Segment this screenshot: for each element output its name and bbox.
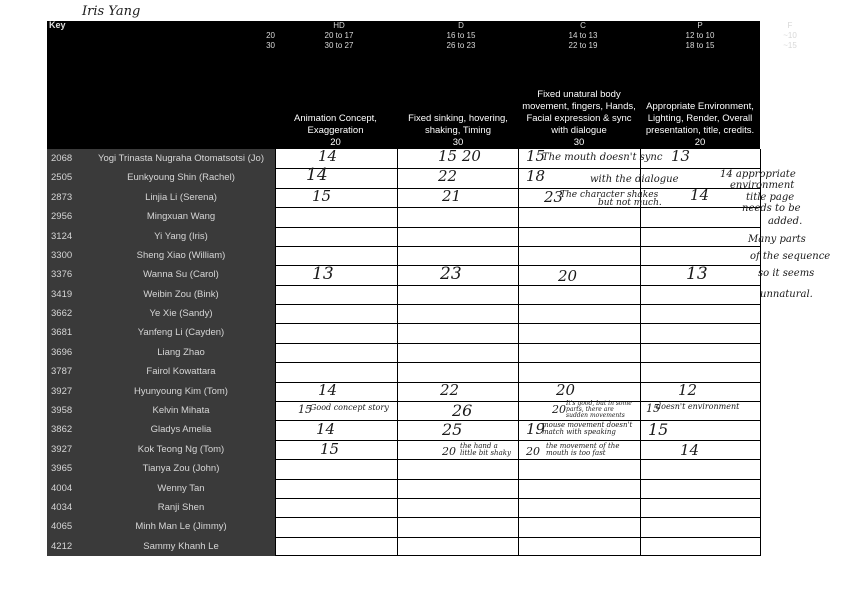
student-name: Yogi Trinasta Nugraha Otomatsotsi (Jo) (98, 153, 264, 164)
score-cell: 26 (452, 401, 473, 420)
criterion-1-label: Animation Concept, Exaggeration (294, 113, 377, 136)
table-row (47, 188, 275, 207)
student-name: Ye Xie (Sandy) (149, 308, 213, 319)
student-id: 4034 (51, 501, 73, 513)
grade-code-d: D (458, 21, 464, 30)
score-cell: 12 (678, 381, 698, 399)
student-id: 2068 (51, 153, 73, 164)
weight-30: 30 (266, 41, 275, 50)
table-row (47, 168, 275, 187)
row-divider (276, 537, 761, 538)
score-cell: 22 (440, 381, 460, 399)
table-row (47, 304, 275, 323)
margin-note: environment (730, 180, 795, 191)
student-name: Yanfeng Li (Cayden) (137, 327, 225, 339)
student-id: 3862 (51, 424, 73, 436)
score-cell: 23 (544, 188, 564, 206)
range-d-30: 26 to 23 (446, 41, 476, 50)
student-name: Linjia Li (Serena) (145, 191, 217, 203)
score-cell: 15 (298, 403, 312, 416)
table-row (47, 498, 275, 517)
student-name: Ranji Shen (157, 501, 205, 513)
criterion-4-label: Appropriate Environment, Lighting, Render, Overall presentation, title, credits. (645, 101, 755, 136)
table-row (47, 207, 275, 226)
student-name: Tianya Zou (John) (142, 463, 220, 475)
column-divider (397, 149, 398, 556)
row-divider (276, 304, 761, 305)
student-id: 2956 (51, 211, 73, 223)
score-cell: 18 (526, 167, 546, 185)
score-cell: 13 (671, 147, 691, 165)
range-f-30: ~15 (783, 41, 797, 50)
student-name: Kelvin Mihata (152, 404, 210, 416)
row-divider (276, 227, 761, 228)
student-id: 3662 (51, 308, 73, 319)
score-cell: 20 (526, 445, 540, 458)
scale-row-30 (47, 41, 797, 50)
student-id: 3681 (51, 327, 73, 339)
handwritten-note: It's good, but in some parts, there are sudden movements (566, 400, 632, 419)
score-grid (275, 149, 761, 556)
table-row (47, 285, 275, 304)
student-name: Wenny Tan (157, 482, 205, 494)
range-hd-20: 20 to 17 (324, 31, 354, 40)
table-row (47, 323, 275, 342)
table-row (47, 227, 275, 246)
key-label: Key (49, 20, 66, 30)
student-name: Fairol Kowattara (146, 366, 216, 378)
margin-note: 14 appropriate (720, 169, 796, 180)
row-divider (276, 246, 761, 247)
row-divider (276, 323, 761, 324)
score-cell: 14 (318, 381, 338, 399)
table-row (47, 382, 275, 401)
student-column (47, 149, 275, 556)
table-row (47, 149, 275, 168)
score-cell: 13 (312, 264, 334, 284)
score-cell: 22 (438, 167, 458, 185)
row-divider (276, 188, 761, 189)
criterion-3-label: Fixed unatural body movement, fingers, Hands, Facial expression & sync with dialogue (522, 89, 636, 136)
header-band (47, 20, 797, 149)
score-cell: 14 (680, 441, 700, 459)
handwritten-note: The mouth doesn't sync (542, 152, 663, 163)
range-d-20: 16 to 15 (446, 31, 476, 40)
score-cell: 21 (442, 187, 462, 205)
score-cell: 20 (556, 381, 576, 399)
student-name: Yi Yang (Iris) (154, 230, 208, 242)
score-cell: 20 (442, 445, 456, 458)
student-id: 2505 (51, 172, 73, 184)
student-id: 2873 (51, 191, 73, 203)
margin-note: unnatural. (760, 289, 813, 300)
student-id: 3376 (51, 269, 73, 281)
grade-code-p: P (697, 21, 703, 30)
score-cell: 15 (320, 440, 340, 458)
criterion-2-max: 30 (452, 137, 464, 148)
student-name: Liang Zhao (157, 346, 205, 358)
row-divider (276, 168, 761, 169)
range-p-20: 12 to 10 (685, 31, 715, 40)
row-divider (276, 498, 761, 499)
handwritten-note: the hand a little bit shaky (460, 442, 511, 457)
handwritten-note: with the dialogue (590, 174, 679, 185)
table-row (47, 362, 275, 381)
criterion-3-header (518, 89, 640, 149)
column-divider (518, 149, 519, 556)
table-row (47, 246, 275, 265)
score-cell: 13 (686, 264, 708, 284)
criterion-4-max: 20 (694, 137, 706, 148)
score-cell: 20 (552, 403, 566, 416)
margin-note: so it seems (758, 268, 815, 279)
criterion-1-max: 20 (330, 137, 341, 148)
handwritten-note: doesn't environment (656, 402, 740, 411)
scale-row-20 (47, 31, 797, 40)
row-divider (276, 207, 761, 208)
student-id: 3300 (51, 249, 73, 261)
score-cell: 15 (646, 402, 660, 415)
grade-code-row (47, 21, 793, 30)
table-row (47, 343, 275, 362)
criterion-3-max: 30 (573, 137, 585, 148)
column-divider (640, 149, 641, 556)
student-name: Mingxuan Wang (146, 211, 216, 223)
student-id: 4212 (51, 540, 73, 552)
student-name: Hyunyoung Kim (Tom) (134, 385, 228, 397)
student-id: 3965 (51, 463, 73, 475)
table-row (47, 479, 275, 498)
table-row (47, 459, 275, 478)
grade-code-hd: HD (333, 21, 345, 30)
table-row (47, 517, 275, 536)
row-divider (276, 517, 761, 518)
range-c-30: 22 to 19 (568, 41, 598, 50)
grade-code-f: F (787, 21, 793, 30)
table-row (47, 401, 275, 420)
student-name: Kok Teong Ng (Tom) (137, 443, 225, 455)
table-row (47, 440, 275, 459)
row-divider (276, 555, 761, 556)
handwritten-note: but not much. (598, 198, 662, 208)
score-cell: 14 (306, 165, 328, 185)
margin-note: of the sequence (750, 251, 831, 262)
margin-note: Many parts (748, 234, 806, 245)
student-name: Eunkyoung Shin (Rachel) (127, 172, 235, 184)
score-cell: 15 20 (438, 147, 481, 165)
score-cell: 20 (558, 267, 578, 285)
student-id: 3124 (51, 230, 73, 242)
student-name: Wanna Su (Carol) (143, 269, 219, 281)
criterion-4-header (640, 101, 760, 149)
row-divider (276, 362, 761, 363)
row-divider (276, 420, 761, 421)
handwritten-note: mouse movement doesn't match with speaking (542, 421, 633, 436)
score-cell: 15 (312, 187, 332, 205)
handwritten-title: Iris Yang (82, 4, 141, 19)
score-cell: 19 (526, 420, 546, 438)
student-name: Minh Man Le (Jimmy) (135, 521, 227, 533)
table-row (47, 537, 275, 556)
student-id: 3419 (51, 288, 73, 300)
row-divider (276, 479, 761, 480)
range-p-30: 18 to 15 (685, 41, 715, 50)
student-name: Sammy Khanh Le (143, 540, 219, 552)
handwritten-note: the movement of the mouth is too fast (546, 442, 620, 457)
student-id: 3696 (51, 346, 73, 358)
student-id: 3787 (51, 366, 73, 378)
handwritten-note: The character shakes (560, 190, 659, 200)
student-id: 3927 (51, 385, 73, 397)
table-row (47, 265, 275, 284)
grade-code-c: C (580, 21, 586, 30)
student-name: Sheng Xiao (William) (136, 249, 226, 261)
student-name: Gladys Amelia (150, 424, 212, 436)
row-divider (276, 343, 761, 344)
score-cell: 14 (690, 186, 710, 204)
score-cell: 15 (526, 147, 546, 165)
handwritten-note: Good concept story (310, 403, 389, 412)
score-cell: 14 (316, 420, 336, 438)
student-id: 3927 (51, 443, 73, 455)
score-cell: 23 (440, 264, 462, 284)
range-c-20: 14 to 13 (568, 31, 598, 40)
weight-20: 20 (266, 31, 275, 40)
score-cell: 25 (442, 420, 463, 439)
row-divider (276, 285, 761, 286)
margin-note: added. (768, 216, 803, 227)
score-cell: 14 (318, 147, 338, 165)
criterion-2-label: Fixed sinking, hovering, shaking, Timing (408, 113, 508, 136)
margin-note: title page (746, 192, 795, 203)
table-row (47, 420, 275, 439)
score-cell: 15 (648, 420, 669, 439)
student-id: 4004 (51, 482, 73, 494)
margin-note: needs to be (742, 203, 801, 214)
student-name: Weibin Zou (Bink) (143, 288, 219, 300)
range-hd-30: 30 to 27 (324, 41, 354, 50)
criterion-1-header (275, 113, 396, 149)
criterion-2-header (398, 113, 518, 149)
student-id: 4065 (51, 521, 73, 533)
student-id: 3958 (51, 404, 73, 416)
range-f-20: ~10 (783, 31, 797, 40)
